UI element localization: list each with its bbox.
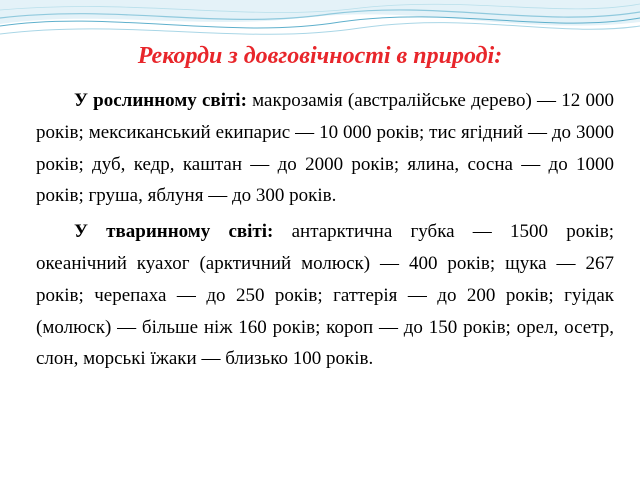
paragraph-lead-animals: У тваринному світі: bbox=[74, 221, 274, 243]
paragraph-plants bbox=[36, 85, 614, 212]
slide-body bbox=[36, 85, 614, 379]
paragraph-text-animals: антарктична губка — 1500 років; океанічний куахог (арктичний молюск) — 400 років; щука — 267 років; черепаха — до 250 років; гаттерія — до 200 років; гуідак (молюск) — більше ніж 160 років; короп — до 150 років; орел, осетр, слон, морські їжаки — близько 100 років. bbox=[36, 221, 614, 370]
paragraph-text-plants: макрозамія (австралійське дерево) — 12 000 років; мексиканський екипарис — 10 000 років; тис ягідний — до 3000 років; дуб, кедр, каштан — до 2000 років; ялина, сосна — до 1000 років; груша, яблуня — до 300 років. bbox=[36, 90, 614, 207]
paragraph-animals bbox=[36, 216, 614, 375]
slide-title: Рекорди з довговічності в природі: bbox=[137, 43, 503, 69]
paragraph-lead-plants: У рослинному світі: bbox=[74, 90, 247, 111]
